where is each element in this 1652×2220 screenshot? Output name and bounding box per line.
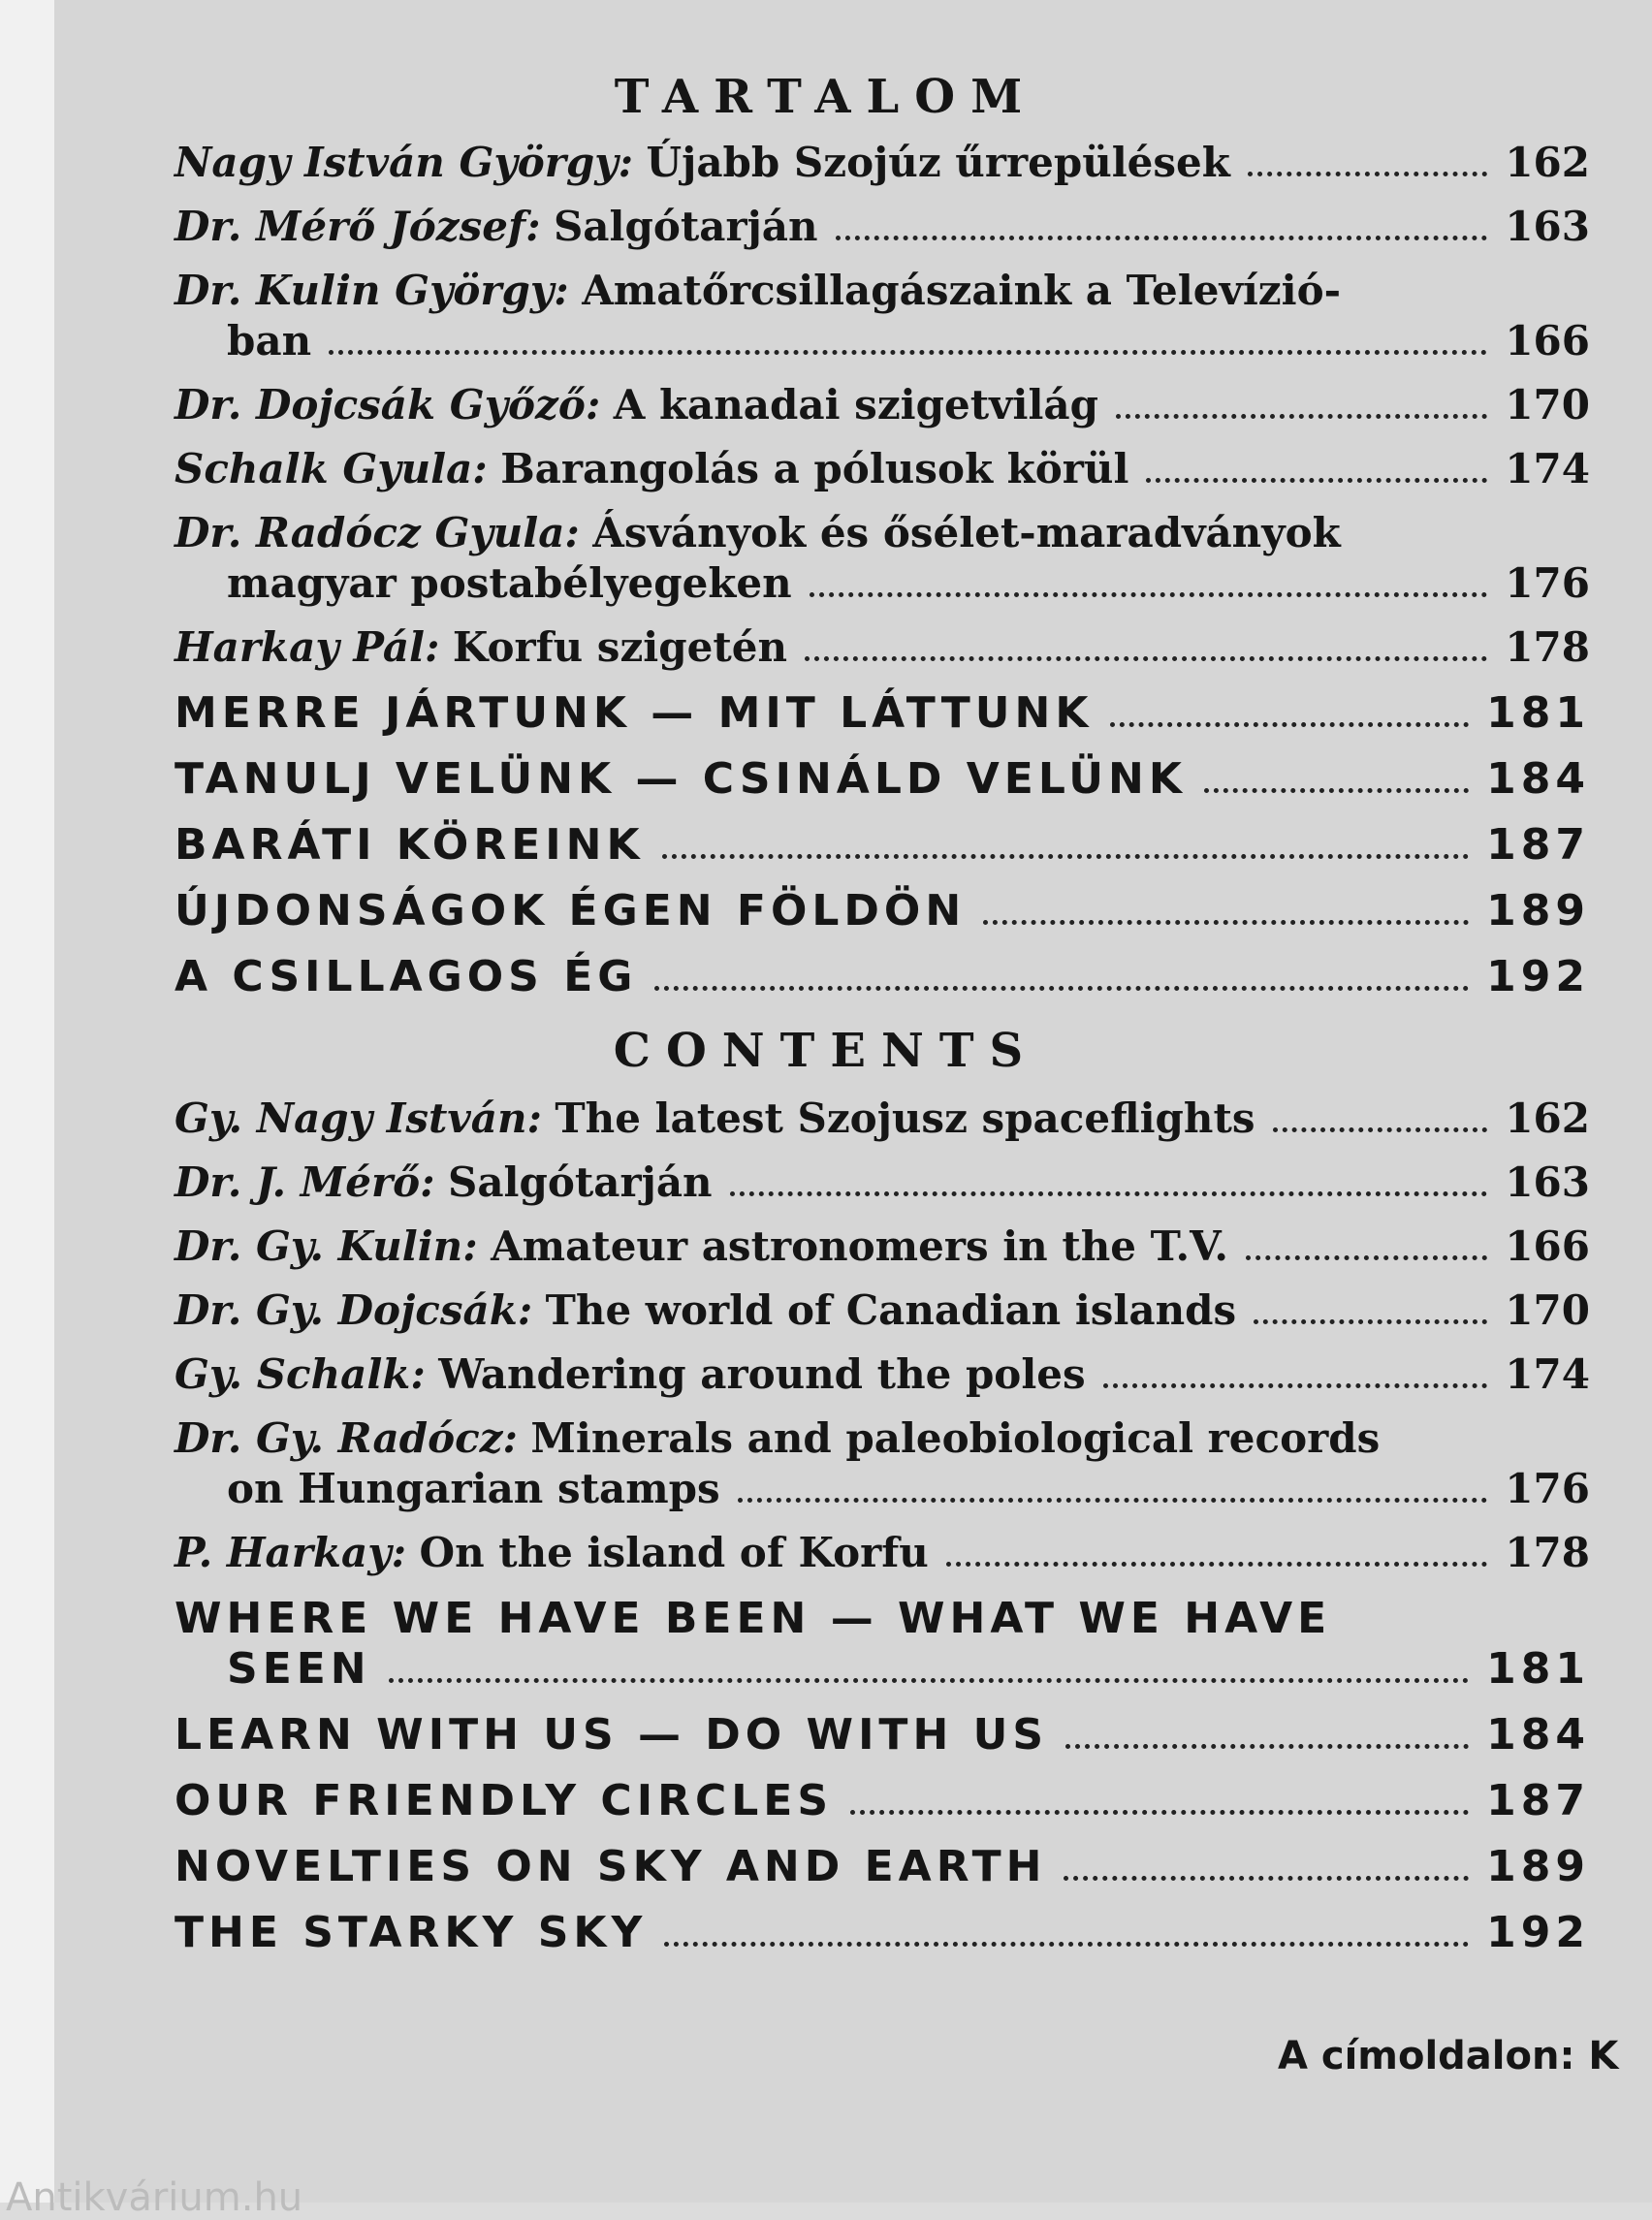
- dot-leader: [1204, 788, 1469, 793]
- toc-title: On the island of Korfu: [419, 1529, 929, 1576]
- toc-section-title: THE STARKY SKY: [175, 1908, 648, 1957]
- toc-page-number: 192: [1486, 1908, 1590, 1957]
- toc-page-number: 187: [1486, 820, 1590, 870]
- toc-title: Újabb Szojúz űrrepülések: [646, 139, 1230, 186]
- toc-page-number: 170: [1505, 1286, 1590, 1334]
- toc-title: Wandering around the poles: [438, 1350, 1086, 1398]
- toc-entry: [175, 138, 1590, 188]
- toc-title-continued: on Hungarian stamps: [227, 1465, 720, 1512]
- dot-leader: [329, 350, 1487, 355]
- toc-section-title-continued: SEEN: [227, 1644, 371, 1694]
- toc-title: Amatőrcsillagászaink a Televízió-: [582, 267, 1342, 314]
- toc-entry-section: [175, 688, 1590, 739]
- toc-section-title: MERRE JÁRTUNK — MIT LÁTTUNK: [175, 688, 1094, 738]
- toc-section-title: OUR FRIENDLY CIRCLES: [175, 1776, 834, 1825]
- toc-section-title: TANULJ VELÜNK — CSINÁLD VELÜNK: [175, 754, 1187, 804]
- toc-section-title: ÚJDONSÁGOK ÉGEN FÖLDÖN: [175, 886, 967, 936]
- watermark: Antikvárium.hu: [6, 2175, 303, 2220]
- dot-leader: [654, 986, 1469, 991]
- toc-page-number: 178: [1505, 623, 1590, 671]
- toc-page-number: 162: [1505, 1094, 1590, 1142]
- dot-leader: [1273, 1127, 1488, 1132]
- toc-author: Dr. Radócz Gyula:: [175, 509, 580, 556]
- toc-title: Korfu szigetén: [452, 623, 788, 671]
- toc-entry-section: [175, 820, 1590, 871]
- dot-leader: [836, 236, 1488, 240]
- toc-title: Barangolás a pólusok körül: [500, 445, 1129, 492]
- toc-title: The world of Canadian islands: [545, 1286, 1237, 1334]
- toc-page-number: 184: [1486, 1710, 1590, 1760]
- toc-section-title: BARÁTI KÖREINK: [175, 820, 645, 870]
- dot-leader: [810, 592, 1488, 597]
- toc-entry-section: [175, 1594, 1590, 1695]
- toc-title: Minerals and paleobiological records: [530, 1414, 1381, 1462]
- toc-entry: [175, 380, 1590, 430]
- toc-author: Dr. Mérő József:: [175, 203, 541, 250]
- dot-leader: [664, 1942, 1469, 1947]
- heading-tartalom: TARTALOM: [614, 70, 1038, 124]
- toc-entry-section: [175, 1710, 1590, 1760]
- toc-title: Ásványok és ősélet-maradványok: [592, 509, 1341, 556]
- heading-contents: CONTENTS: [613, 1024, 1039, 1078]
- dot-leader: [1064, 1876, 1469, 1881]
- toc-entry: [175, 266, 1590, 366]
- toc-title: A kanadai szigetvilág: [613, 381, 1099, 428]
- toc-section-title: NOVELTIES ON SKY AND EARTH: [175, 1842, 1047, 1891]
- toc-title-continued: magyar postabélyegeken: [227, 559, 792, 607]
- toc-entry: [175, 508, 1590, 609]
- toc-title: Amateur astronomers in the T.V.: [491, 1222, 1228, 1270]
- dot-leader: [1254, 1319, 1487, 1324]
- toc-entry: [175, 1528, 1590, 1578]
- toc-entry-section: [175, 1908, 1590, 1958]
- page-left-margin: [0, 0, 54, 2203]
- toc-section-title: A CSILLAGOS ÉG: [175, 952, 638, 1001]
- toc-author: Dr. Gy. Kulin:: [175, 1222, 478, 1270]
- toc-section-title: LEARN WITH US — DO WITH US: [175, 1710, 1049, 1760]
- toc-author: Dr. Gy. Dojcsák:: [175, 1286, 533, 1334]
- dot-leader: [389, 1678, 1470, 1683]
- toc-page-number: 181: [1486, 1644, 1590, 1694]
- toc-entry-section: [175, 754, 1590, 805]
- toc-page-number: 176: [1505, 1465, 1590, 1512]
- dot-leader: [738, 1498, 1488, 1503]
- toc-entry-section: [175, 886, 1590, 936]
- toc-entry-section: [175, 952, 1590, 1002]
- toc-page-number: 189: [1486, 886, 1590, 936]
- toc-author: Dr. Dojcsák Győző:: [175, 381, 601, 428]
- toc-entry: [175, 1158, 1590, 1208]
- toc-page-number: 174: [1505, 445, 1590, 492]
- toc-page-number: 163: [1505, 203, 1590, 250]
- toc-entry: [175, 1413, 1590, 1514]
- dot-leader: [850, 1810, 1469, 1815]
- toc-page-number: 170: [1505, 381, 1590, 428]
- toc-page-number: 162: [1505, 139, 1590, 186]
- toc-page-number: 189: [1486, 1842, 1590, 1891]
- toc-entry: [175, 1094, 1590, 1144]
- dot-leader: [983, 920, 1469, 925]
- toc-author: Nagy István György:: [175, 139, 634, 186]
- toc-page-number: 178: [1505, 1529, 1590, 1576]
- dot-leader: [1248, 172, 1487, 176]
- cover-caption: A címoldalon: K: [1278, 2034, 1619, 2078]
- toc-page-number: 187: [1486, 1776, 1590, 1825]
- dot-leader: [662, 854, 1470, 859]
- dot-leader: [1246, 1255, 1487, 1260]
- toc-author: Dr. Gy. Radócz:: [175, 1414, 519, 1462]
- toc-title: The latest Szojusz spaceflights: [555, 1094, 1255, 1142]
- toc-entry-section: [175, 1776, 1590, 1826]
- toc-page-number: 181: [1486, 688, 1590, 738]
- dot-leader: [805, 656, 1487, 661]
- dot-leader: [1146, 478, 1487, 483]
- toc-section-title: WHERE WE HAVE BEEN — WHAT WE HAVE: [175, 1594, 1332, 1643]
- dot-leader: [1065, 1744, 1469, 1749]
- toc-entry: [175, 622, 1590, 673]
- toc-page-number: 163: [1505, 1158, 1590, 1206]
- toc-entry: [175, 1349, 1590, 1400]
- toc-entry: [175, 1285, 1590, 1336]
- toc-title: Salgótarján: [553, 203, 818, 250]
- toc-entry: [175, 444, 1590, 494]
- toc-page-number: 166: [1505, 1222, 1590, 1270]
- toc-list-hungarian: [175, 138, 1590, 1002]
- toc-title: Salgótarján: [448, 1158, 713, 1206]
- dot-leader: [1116, 414, 1487, 419]
- toc-author: Gy. Schalk:: [175, 1350, 426, 1398]
- toc-author: Dr. Kulin György:: [175, 267, 569, 314]
- toc-author: Gy. Nagy István:: [175, 1094, 543, 1142]
- toc-entry-section: [175, 1842, 1590, 1892]
- toc-page-number: 184: [1486, 754, 1590, 804]
- toc-author: P. Harkay:: [175, 1529, 407, 1576]
- toc-list-english: [175, 1094, 1590, 1958]
- toc-author: Harkay Pál:: [175, 623, 440, 671]
- toc-page-number: 166: [1505, 317, 1590, 365]
- dot-leader: [730, 1191, 1488, 1196]
- toc-page-number: 174: [1505, 1350, 1590, 1398]
- dot-leader: [946, 1562, 1487, 1567]
- dot-leader: [1103, 1383, 1488, 1388]
- toc-page-number: 176: [1505, 559, 1590, 607]
- dot-leader: [1110, 722, 1469, 727]
- toc-author: Schalk Gyula:: [175, 445, 488, 492]
- toc-page-number: 192: [1486, 952, 1590, 1001]
- toc-title-continued: ban: [227, 317, 312, 365]
- toc-entry: [175, 1221, 1590, 1272]
- toc-entry: [175, 202, 1590, 252]
- toc-author: Dr. J. Mérő:: [175, 1158, 435, 1206]
